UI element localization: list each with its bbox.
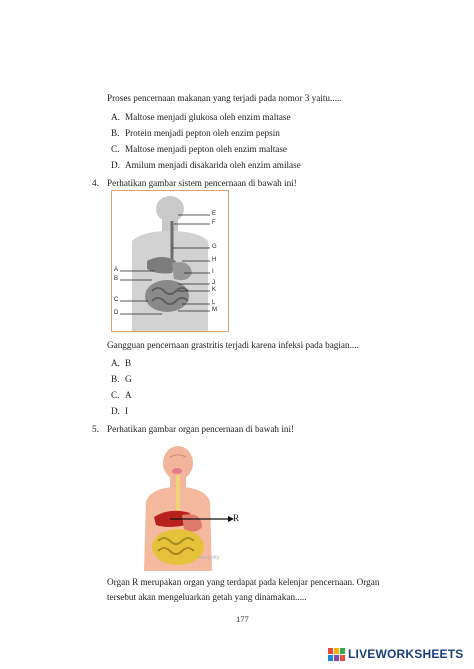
label-k: K [212, 287, 217, 293]
q4-option-a[interactable]: B [125, 358, 132, 368]
digestive-organs-diagram [140, 443, 260, 571]
label-a: A [114, 267, 119, 273]
q4-option-d[interactable]: I [125, 406, 129, 416]
label-c: C [114, 297, 119, 303]
q3-option-d-letter: D. [111, 160, 120, 170]
page-number: 177 [236, 614, 249, 624]
q3-option-c-letter: C. [111, 144, 120, 154]
figure-watermark: wisegoKy [198, 555, 220, 561]
digestive-organs-figure [140, 443, 260, 571]
label-h: H [212, 257, 217, 263]
mouth-shape [172, 468, 182, 474]
q4-option-c-letter: C. [111, 390, 120, 400]
neck-shape [162, 219, 178, 233]
q4-stem: Perhatikan gambar sistem pencernaan di bawah ini! [107, 178, 297, 188]
label-i: I [212, 269, 214, 275]
q3-stem: Proses pencernaan makanan yang terjadi pada nomor 3 yaitu..... [107, 93, 342, 103]
head-shape [156, 196, 184, 222]
q4-option-b-letter: B. [111, 374, 120, 384]
q5-question-line1: Organ R merupakan organ yang terdapat pada kelenjar pencernaan. Organ [107, 577, 380, 587]
q4-number: 4. [92, 178, 99, 188]
head-shape [163, 446, 193, 480]
digestive-system-diagram [112, 191, 228, 331]
label-m: M [212, 307, 217, 313]
label-j: J [212, 280, 215, 286]
q3-option-c[interactable]: Maltose menjadi pepton oleh enzim maltase [125, 144, 288, 154]
q4-option-b[interactable]: G [125, 374, 132, 384]
digestive-system-figure [111, 190, 229, 332]
q3-option-a[interactable]: Maltose menjadi glukosa oleh enzim maltase [125, 112, 291, 122]
label-r: R [233, 513, 240, 523]
q4-option-d-letter: D. [111, 406, 120, 416]
label-g: G [212, 244, 217, 250]
liveworksheets-brand[interactable]: LIVEWORKSHEETS [348, 647, 464, 661]
q3-option-b[interactable]: Protein menjadi pepton oleh enzim pepsin [125, 128, 280, 138]
esophagus-shape [176, 475, 180, 517]
intestines-shape [145, 280, 189, 312]
q3-option-a-letter: A. [111, 112, 120, 122]
q4-option-a-letter: A. [111, 358, 120, 368]
liveworksheets-logo-icon [328, 648, 346, 662]
q5-question-line2: tersebut akan mengeluarkan getah yang dinamakan..... [107, 592, 307, 602]
intestines-shape [152, 529, 204, 565]
q4-question: Gangguan pencernaan grastritis terjadi karena infeksi pada bagian.... [107, 340, 359, 350]
label-b: B [114, 276, 119, 282]
q5-number: 5. [92, 424, 99, 434]
label-l: L [212, 300, 216, 306]
label-f: F [212, 220, 216, 226]
q4-option-c[interactable]: A [125, 390, 132, 400]
q3-option-b-letter: B. [111, 128, 120, 138]
label-e: E [212, 211, 217, 217]
q5-stem: Perhatikan gambar organ pencernaan di bawah ini! [107, 424, 295, 434]
label-d: D [114, 310, 119, 316]
q3-option-d[interactable]: Amilum menjadi disakarida oleh enzim amilase [125, 160, 301, 170]
